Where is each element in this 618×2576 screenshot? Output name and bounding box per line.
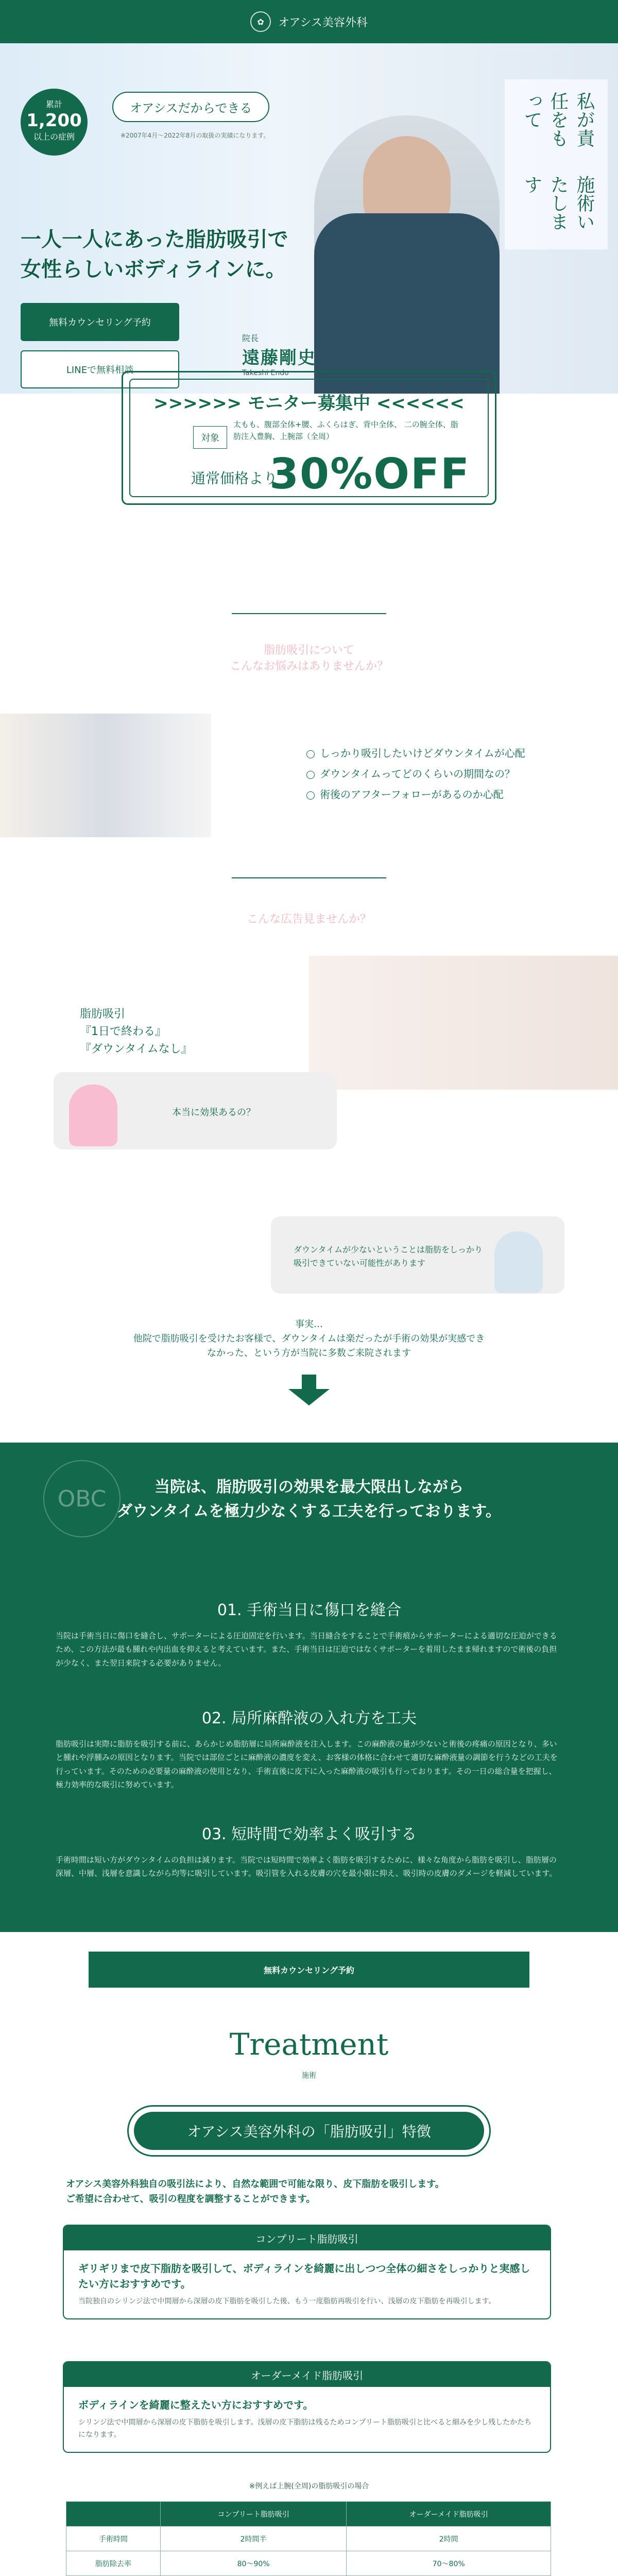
trouble-title (0, 643, 618, 675)
ad-line-2: 『1日で終わる』 (80, 1025, 166, 1039)
method-point-title: 02. 局所麻酔液の入れ方を工夫 (201, 1709, 417, 1727)
table-row (66, 2551, 551, 2576)
table-header-cell (66, 2502, 161, 2527)
trouble-item: 術後のアフターフォローがあるのか心配 (306, 784, 525, 805)
facts-title: 事実… (295, 1319, 323, 1330)
treatment-card-ordermade (63, 2361, 551, 2453)
patient-avatar-icon (69, 1084, 117, 1146)
trouble-list (306, 743, 525, 805)
worried-women-photo (0, 714, 211, 837)
method-point-title: 03. 短時間で効率よく吸引する (201, 1825, 417, 1843)
doctor-roman-name: Takeshi Endo (242, 369, 289, 377)
card-header: コンプリート脂肪吸引 (64, 2226, 550, 2250)
table-cell: 2時間 (347, 2527, 551, 2551)
feature-pill (127, 2105, 491, 2157)
facts-box (129, 1317, 489, 1361)
card-strong-text: ギリギリまで皮下脂肪を吸引して、ボディラインを綺麗に出しつつ全体の細さをしっかりと実感したい方におすすめです。 (78, 2262, 530, 2290)
hero-headline (21, 225, 288, 284)
trouble-item: ダウンタイムってどのくらいの期間なの？ (306, 764, 525, 784)
trouble-title-line-1: 脂肪吸引について (264, 644, 354, 657)
discount-text: 30%OFF (269, 450, 471, 499)
feature-pill-label: オアシス美容外科の「脂肪吸引」特徴 (134, 2112, 484, 2150)
doctor-avatar-icon (494, 1231, 543, 1293)
watermark-logo: OBC (43, 1460, 121, 1537)
ad-copy (80, 1006, 193, 1058)
method-point-1 (56, 1597, 563, 1670)
monitor-title: >>>>>> モニター募集中 <<<<<< (153, 393, 465, 414)
doctor-name-label (242, 332, 316, 377)
ad-line-1: 脂肪吸引 (80, 1008, 126, 1021)
clinic-title: オアシス美容外科 (278, 16, 368, 29)
ad-line-3: 『ダウンタイムなし』 (80, 1043, 193, 1056)
table-cell: 2時間半 (160, 2527, 347, 2551)
quote-line-2: 施術いたします (521, 175, 595, 231)
hero-caption: ※2007年4月〜2022年8月の取扱の実績になります。 (121, 132, 270, 139)
section-divider-2 (232, 877, 386, 878)
hero-headline-line-2: 女性らしいボディラインに。 (21, 258, 286, 281)
down-arrow-icon (288, 1375, 330, 1405)
ad-section-title: こんな広告見ませんか？ (246, 913, 371, 926)
method-point-title: 01. 手術当日に傷口を縫合 (217, 1601, 402, 1619)
table-cell: 脂肪除去率 (66, 2551, 161, 2576)
doctor-bubble-text: ダウンタイムが少ないということは脂肪をしっかり吸引できていない可能性があります (294, 1245, 483, 1268)
table-header-cell: オーダーメイド脂肪吸引 (347, 2502, 551, 2527)
price-label: 通常価格より (191, 470, 278, 487)
top-header (0, 0, 618, 43)
target-text: 太もも、腹部全体+腰、ふくらはぎ、背中全体、 二の腕全体、脂肪注入豊胸、上腕部（全周） (233, 420, 458, 442)
comparison-table (66, 2501, 551, 2576)
card-header: オーダーメイド脂肪吸引 (64, 2362, 550, 2387)
card-description: シリンジ法で中間層から深層の皮下脂肪を吸引します。浅層の皮下脂肪は残るためコンプリート脂肪吸引と比べると細みを少し残したかたちになります。 (78, 2418, 531, 2439)
method-point-3 (56, 1821, 563, 1880)
method-point-text: 当院は手術当日に傷口を縫合し、サポーターによる圧迫固定を行います。当日縫合をすることで手術痕からサポーターによる適切な圧迫ができるため、この方法が最も腫れや内出血を抑えると考えています。また、手術当日は圧迫ではなくサポーターを着用したまま帰れますので術後の負担が少なく、また翌日来院する必要がありません。 (56, 1631, 557, 1668)
hero-section (0, 43, 618, 394)
badge-bottom-text: 以上の症例 (33, 132, 75, 142)
table-cell: 70〜80% (347, 2551, 551, 2576)
case-count-badge (21, 89, 88, 156)
responsibility-quote (505, 79, 608, 249)
table-header-row (66, 2502, 551, 2527)
line-consultation-button[interactable]: LINEで無料相談 (21, 350, 179, 388)
badge-top-text: 累計 (45, 99, 62, 109)
monitor-campaign-box (122, 371, 496, 505)
table-header-cell: コンプリート脂肪吸引 (160, 2502, 347, 2527)
method-section (0, 1443, 618, 1932)
method-point-text: 手術時間は短い方がダウンタイムの負担は減ります。当院では短時間で効率よく脂肪を吸引するために、様々な角度から脂肪を吸引し、脂肪層の深層、中層、浅層を意識しながら均等に吸引しています。吸引管を入れる皮膚の穴を最小限に抑え、吸引時の皮膚のダメージを軽減しています。 (56, 1855, 557, 1878)
method-headline (0, 1476, 618, 1523)
doctor-name: 遠藤剛史 (242, 348, 316, 368)
card-strong-text: ボディラインを綺麗に整えたい方におすすめです。 (78, 2399, 314, 2411)
target-label: 対象 (193, 426, 227, 449)
badge-number: 1,200 (26, 110, 82, 131)
facts-text: 他院で脂肪吸引を受けたお客様で、ダウンタイムは楽だったが手術の効果が実感できなかった、という方が当院に多数ご来院されます (133, 1333, 485, 1359)
waistline-photo (309, 956, 618, 1090)
treatment-lead-line-2: ご希望に合わせて、吸引の程度を調整することができます。 (66, 2193, 316, 2205)
hero-pill-title: オアシスだからできる (112, 92, 269, 122)
trouble-item: しっかり吸引したいけどダウンタイムが心配 (306, 743, 525, 764)
table-row (66, 2527, 551, 2551)
treatment-lead-line-1: オアシス美容外科独自の吸引法により、自然な範囲で可能な限り、皮下脂肪を吸引します。 (66, 2179, 444, 2190)
counseling-cta-band[interactable]: 無料カウンセリング予約 (89, 1952, 529, 1988)
treatment-subtitle: 施術 (302, 2072, 316, 2080)
free-counseling-button[interactable]: 無料カウンセリング予約 (21, 303, 179, 341)
method-headline-line-2: ダウンタイムを極力少なくする工夫を行っております。 (117, 1502, 501, 1520)
quote-line-1: 私が責任をもって (521, 92, 595, 147)
method-headline-line-1: 当院は、脂肪吸引の効果を最大限出しながら (154, 1478, 464, 1496)
table-cell: 手術時間 (66, 2527, 161, 2551)
treatment-lead (66, 2177, 444, 2207)
table-cell: 80〜90% (160, 2551, 347, 2576)
method-point-2 (56, 1705, 563, 1791)
treatment-title: Treatment (229, 2027, 389, 2062)
comparison-note: ※例えば上腕(全周)の脂肪吸引の場合 (249, 2482, 369, 2490)
patient-bubble-text: 本当に効果あるの？ (172, 1107, 255, 1118)
card-description: 当院独自のシリンジ法で中間層から深層の皮下脂肪を吸引した後、もう一度脂肪再吸引を行い、浅層の皮下脂肪を再吸引します。 (78, 2297, 496, 2306)
doctor-scrubs-shape (314, 213, 500, 394)
method-point-text: 脂肪吸引は実際に脂肪を吸引する前に、あらかじめ脂肪層に局所麻酔液を注入します。この麻酔液の量が少ないと術後の疼痛の原因となり、多いと腫れや浮腫みの原因となります。当院では部位ごとに麻酔液の濃度を変え、お客様の体格に合わせて適切な麻酔液量の調節を行うなどの工夫を行っています。そのための必要量の麻酔液の使用となり、手術直後に皮下に入った麻酔液の吸引も行っております。その一日の総合量を把握し、極力効率的な吸引に努めています。 (56, 1739, 558, 1789)
section-divider (232, 613, 386, 614)
treatment-card-complete (63, 2225, 551, 2319)
hero-headline-line-1: 一人一人にあった脂肪吸引で (21, 228, 288, 251)
doctor-role: 院長 (242, 333, 259, 343)
clinic-logo-icon: ✿ (250, 11, 271, 32)
trouble-title-line-2: こんなお悩みはありませんか？ (229, 659, 388, 673)
